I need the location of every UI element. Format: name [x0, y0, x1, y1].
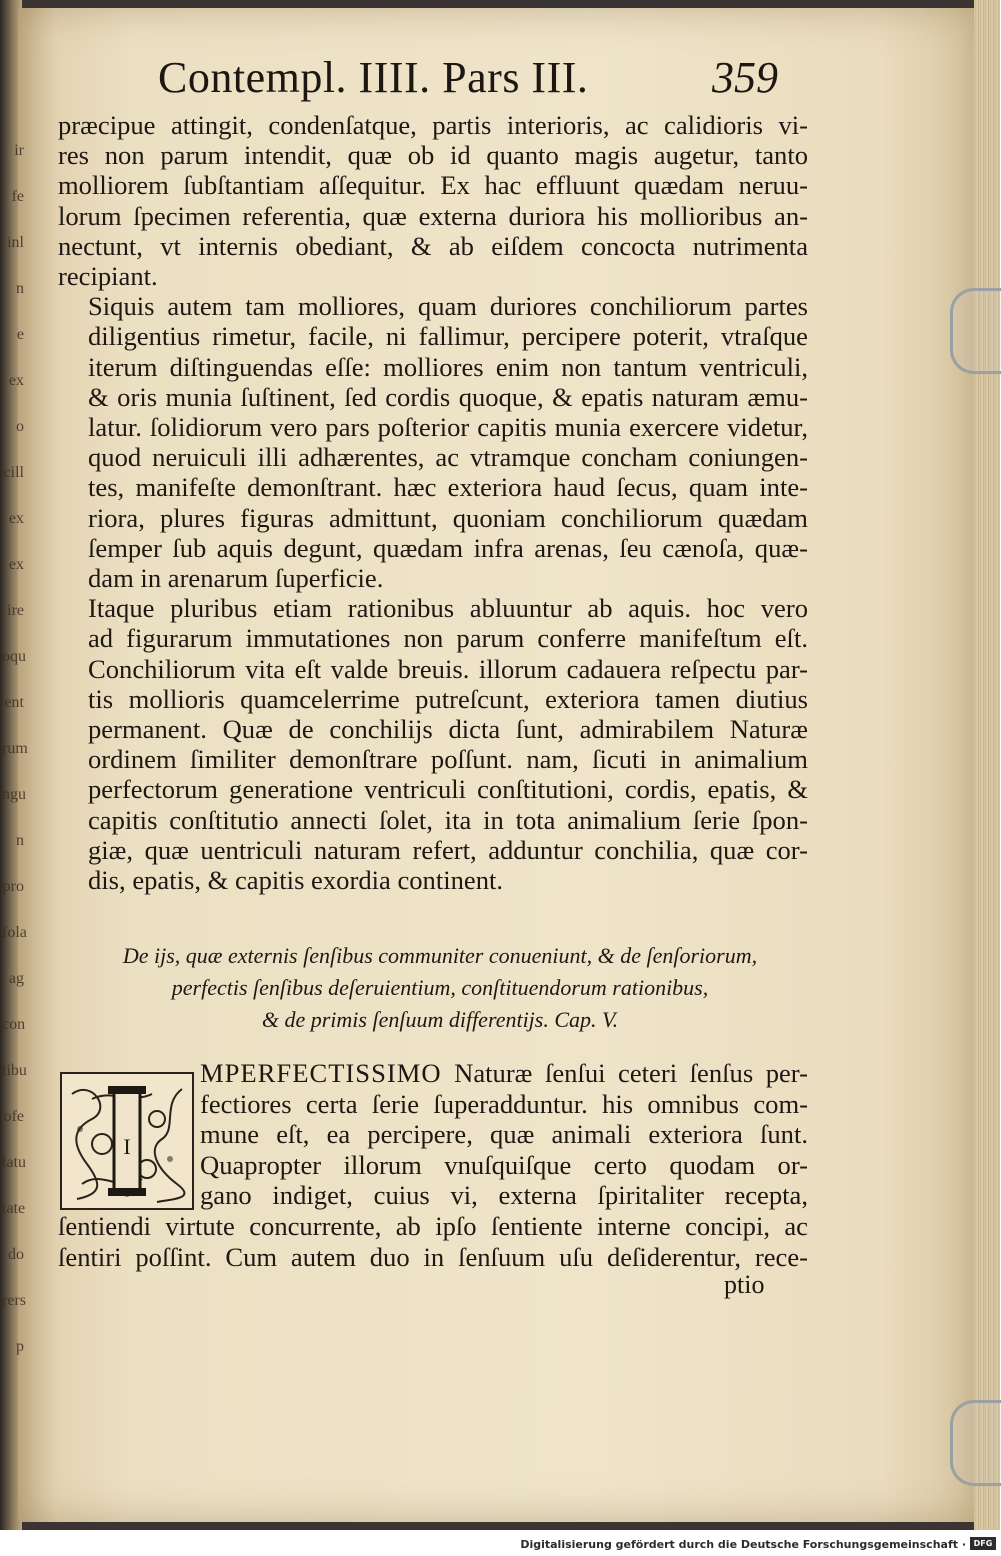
margin-fragment: n [16, 832, 24, 849]
margin-fragment: ire [7, 602, 24, 619]
text-line: Conchiliorum vita eſt valde breuis. illorum cadauera reſpectu par- [88, 653, 808, 684]
margin-fragment: ag [8, 970, 24, 987]
chapter-heading-line: & de primis ſenſuum differentijs. Cap. V. [261, 1007, 619, 1032]
page-stack-edge [974, 0, 1000, 1530]
chapter-text-line: Quapropter illorum vnuſquiſque certo quodam or- [200, 1149, 808, 1180]
chapter-text-line: fectiores certa ſerie ſuperadduntur. his omnibus com- [200, 1088, 808, 1119]
margin-fragment: con [2, 1016, 26, 1033]
chapter-heading [90, 940, 790, 1036]
text-line: recipiant. [58, 261, 158, 292]
text-line: præcipue attingit, condenſatque, partis interioris, ac calidioris vi- [58, 110, 808, 140]
margin-fragment: ex [8, 510, 24, 527]
text-line: quod neruiculi illi adhærentes, ac vtramque concham coniungen- [88, 442, 808, 473]
digitization-footer [0, 1530, 1000, 1556]
funding-credit: Digitalisierung gefördert durch die Deutsche Forschungsgemeinschaft · [520, 1538, 966, 1551]
paper-clip-bottom [950, 1400, 1001, 1486]
initial-letter: I [123, 1134, 131, 1159]
margin-fragment: rers [2, 1292, 26, 1309]
page-header [158, 52, 808, 112]
opening-word: MPERFECTISSIMO [200, 1058, 442, 1088]
chapter-text [58, 1058, 808, 1272]
text-line: diligentius rimetur, facile, ni fallimur, percipere poterit, vtraſque [88, 321, 808, 352]
margin-fragment: fola [2, 924, 27, 941]
margin-fragment: do [8, 1246, 24, 1263]
paragraph-1 [58, 110, 808, 291]
chapter-text-line: ſentiendi virtute concurrente, ab ipſo ſentiente interne concipi, ac [58, 1210, 808, 1241]
margin-fragment: ex [8, 372, 24, 389]
text-line: permanent. Quæ de conchilijs dicta ſunt, admirabilem Naturæ [88, 714, 808, 745]
margin-fragment: latu [2, 1154, 26, 1171]
text-line: ad figurarum immutationes non parum conferre manifeſtum eſt. [88, 623, 808, 654]
text-line: Itaque pluribus etiam rationibus abluuntur ab aquis. hoc vero [88, 593, 808, 624]
chapter-heading-line: De ijs, quæ externis ſenſibus communiter conueniunt, & de ſenſoriorum, [122, 943, 758, 968]
text-line: giæ, quæ uentriculi naturam refert, adduntur conchilia, quæ cor- [88, 834, 808, 865]
text-line: Siquis autem tam molliores, quam duriores conchiliorum partes [88, 291, 808, 322]
margin-fragment: fe [11, 188, 24, 205]
text-line: iterum diſtinguendas eſſe: molliores enim non tantum ventriculi, [88, 351, 808, 382]
chapter-text-rest: Naturæ ſenſui ceteri ſenſus per- [441, 1058, 808, 1088]
chapter-heading-line: perfectis ſenſibus deſeruientium, conſtituendorum rationibus, [171, 975, 709, 1000]
running-title: Contempl. IIII. Pars III. [158, 53, 589, 102]
text-line: dam in arenarum ſuperficie. [88, 563, 384, 594]
margin-fragment: ent [4, 694, 24, 711]
chapter-text-line: mune eſt, ea percipere, quæ animali exteriora ſunt. [200, 1119, 808, 1150]
dfg-logo: DFG [970, 1537, 996, 1550]
margin-fragment: e [16, 326, 24, 343]
margin-fragment: ofe [3, 1108, 24, 1125]
chapter-text-line [200, 1058, 808, 1089]
text-line: tes, manifeſte demonſtrant. hæc exteriora haud ſecus, quam inte- [88, 472, 808, 503]
margin-fragment: ngu [2, 786, 26, 803]
paragraph-3 [58, 593, 808, 895]
margin-fragment: ex [8, 556, 24, 573]
margin-fragment: inl [7, 234, 24, 251]
text-line: latur. ſolidiorum vero pars poſterior capitis munia exercere videtur, [88, 412, 808, 443]
margin-fragment: tibu [2, 1062, 27, 1079]
margin-fragment: cill [3, 464, 24, 481]
chapter-text-line: gano indiget, cuius vi, externa ſpiritaliter recepta, [200, 1180, 808, 1211]
margin-fragment: p [16, 1338, 24, 1355]
text-line: lorum ſpecimen referentia, quæ externa duriora his mollioribus an- [58, 200, 808, 231]
margin-fragment: tate [2, 1200, 26, 1217]
margin-fragment: o [16, 418, 24, 435]
text-line: tis mollioris quamcelerrime putreſcunt, exteriora tamen diutius [88, 683, 808, 714]
text-line: capitis conſtitutio annecti ſolet, ita in tota animalium ſerie ſpon- [88, 804, 808, 835]
body-text [58, 110, 808, 895]
text-line: ſemper ſub aquis degunt, quædam infra arenas, ſeu cænoſa, quæ- [88, 532, 808, 563]
paragraph-2 [58, 291, 808, 593]
text-line: dis, epatis, & capitis exordia continent. [88, 865, 504, 896]
text-line: nectunt, vt internis obediant, & ab eiſdem concocta nutrimenta [58, 230, 808, 261]
text-line: perfectorum generatione ventriculi conſtitutioni, cordis, epatis, & [88, 774, 808, 805]
text-line: riora, plures figuras admittunt, quoniam conchiliorum quædam [88, 502, 808, 533]
chapter-text-line: ſentiri poſſint. Cum autem duo in ſenſuum uſu deſiderentur, rece- [58, 1241, 808, 1272]
text-line: ordinem ſimiliter demonſtrare poſſunt. nam, ſicuti in animalium [88, 744, 808, 775]
paper-clip-top [950, 288, 1001, 374]
catchword: ptio [724, 1270, 765, 1299]
margin-fragment: pro [2, 878, 24, 895]
margin-fragment: rum [2, 740, 28, 757]
text-line: & oris munia ſuſtinent, ſed cordis quoque, & epatis naturam æmu- [88, 381, 808, 412]
margin-fragment: ir [14, 142, 24, 159]
page-number: 359 [712, 53, 778, 102]
margin-fragment: oqu [2, 648, 26, 665]
text-line: molliorem ſubſtantiam aſſequitur. Ex hac effluunt quædam neruu- [58, 170, 808, 201]
margin-fragment: n [16, 280, 24, 297]
text-line: res non parum intendit, quæ ob id quanto magis augetur, tanto [58, 140, 808, 171]
